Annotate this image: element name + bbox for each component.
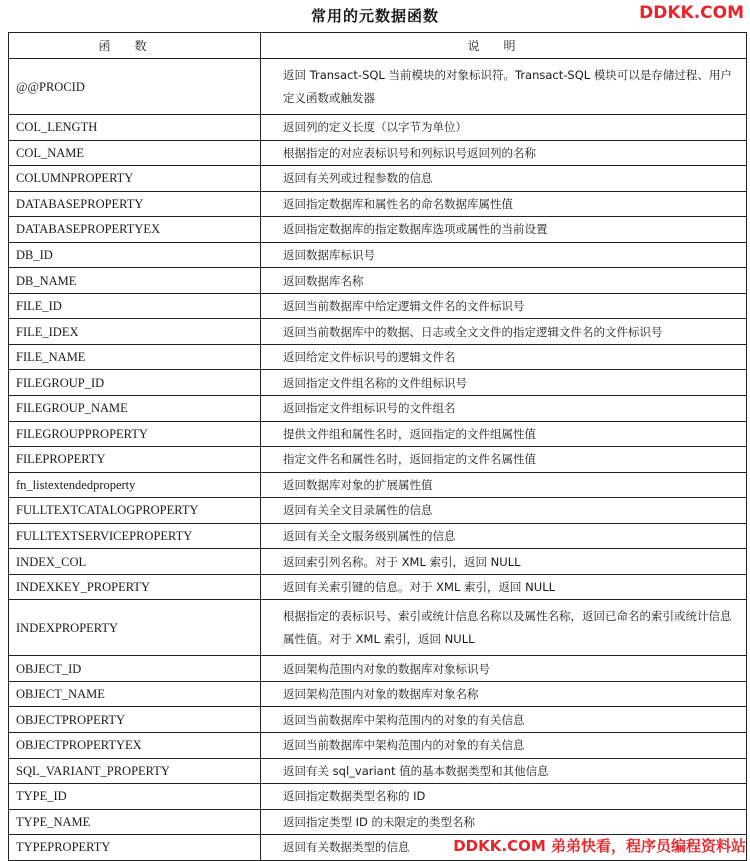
function-description-cell: 指定文件名和属性名时，返回指定的文件名属性值	[261, 447, 747, 473]
table-row	[9, 268, 747, 294]
function-description-cell: 根据指定的对应表标识号和列标识号返回列的名称	[261, 140, 747, 166]
function-description-cell: 返回有关数据类型的信息	[261, 835, 747, 861]
page-title: 常用的元数据函数	[310, 7, 439, 25]
function-description-cell: 返回指定数据库和属性名的命名数据库属性值	[261, 191, 747, 217]
header-description: 说明	[261, 33, 747, 59]
function-description-cell: 返回索引列名称。对于 XML 索引，返回 NULL	[261, 549, 747, 575]
table-row	[9, 396, 747, 422]
table-row	[9, 166, 747, 192]
function-description-cell: 根据指定的表标识号、索引或统计信息名称以及属性名称，返回已命名的索引或统计信息属性值。对于 XML 索引，返回 NULL	[261, 600, 747, 656]
table-row	[9, 600, 747, 656]
table-row	[9, 809, 747, 835]
function-name-cell: FULLTEXTCATALOGPROPERTY	[9, 498, 261, 524]
function-name-cell: DATABASEPROPERTYEX	[9, 217, 261, 243]
function-name-cell: OBJECT_NAME	[9, 681, 261, 707]
function-name-cell: FILE_IDEX	[9, 319, 261, 345]
table-row	[9, 656, 747, 682]
function-description-cell: 返回 Transact-SQL 当前模块的对象标识符。Transact-SQL 模块可以是存储过程、用户定义函数或触发器	[261, 59, 747, 115]
table-row	[9, 733, 747, 759]
table-row	[9, 293, 747, 319]
function-name-cell: OBJECTPROPERTYEX	[9, 733, 261, 759]
watermark-top: DDKK.COM	[639, 3, 744, 23]
table-row	[9, 115, 747, 141]
function-name-cell: SQL_VARIANT_PROPERTY	[9, 758, 261, 784]
function-description-cell: 返回指定文件组标识号的文件组名	[261, 396, 747, 422]
table-row	[9, 191, 747, 217]
table-row	[9, 758, 747, 784]
function-name-cell: OBJECT_ID	[9, 656, 261, 682]
function-description-cell: 返回当前数据库中架构范围内的对象的有关信息	[261, 733, 747, 759]
function-description-cell: 返回有关全文服务级别属性的信息	[261, 523, 747, 549]
table-row	[9, 242, 747, 268]
function-name-cell: TYPE_NAME	[9, 809, 261, 835]
function-name-cell: TYPE_ID	[9, 784, 261, 810]
table-row	[9, 217, 747, 243]
table-row	[9, 59, 747, 115]
table-row	[9, 319, 747, 345]
function-name-cell: COL_NAME	[9, 140, 261, 166]
function-description-cell: 返回指定类型 ID 的未限定的类型名称	[261, 809, 747, 835]
function-description-cell: 返回架构范围内对象的数据库对象名称	[261, 681, 747, 707]
function-name-cell: DB_ID	[9, 242, 261, 268]
metadata-functions-table	[8, 32, 747, 861]
table-row	[9, 140, 747, 166]
table-row	[9, 344, 747, 370]
function-description-cell: 返回数据库对象的扩展属性值	[261, 472, 747, 498]
function-name-cell: DATABASEPROPERTY	[9, 191, 261, 217]
function-name-cell: INDEX_COL	[9, 549, 261, 575]
table-row	[9, 523, 747, 549]
header-function: 函数	[9, 33, 261, 59]
table-row	[9, 574, 747, 600]
function-description-cell: 返回当前数据库中的数据、日志或全文文件的指定逻辑文件名的文件标识号	[261, 319, 747, 345]
table-row	[9, 681, 747, 707]
watermark-bottom: DDKK.COM 弟弟快看，程序员编程资料站	[453, 837, 746, 855]
function-name-cell: FILEGROUPPROPERTY	[9, 421, 261, 447]
function-description-cell: 返回有关索引键的信息。对于 XML 索引，返回 NULL	[261, 574, 747, 600]
function-name-cell: FILE_NAME	[9, 344, 261, 370]
table-row	[9, 549, 747, 575]
table-row	[9, 707, 747, 733]
function-name-cell: COL_LENGTH	[9, 115, 261, 141]
function-description-cell: 返回当前数据库中给定逻辑文件名的文件标识号	[261, 293, 747, 319]
table-row	[9, 447, 747, 473]
function-name-cell: FULLTEXTSERVICEPROPERTY	[9, 523, 261, 549]
function-description-cell: 返回指定文件组名称的文件组标识号	[261, 370, 747, 396]
function-name-cell: COLUMNPROPERTY	[9, 166, 261, 192]
table-row	[9, 498, 747, 524]
function-name-cell: FILE_ID	[9, 293, 261, 319]
table-row	[9, 784, 747, 810]
function-name-cell: OBJECTPROPERTY	[9, 707, 261, 733]
table-row	[9, 421, 747, 447]
function-name-cell: TYPEPROPERTY	[9, 835, 261, 861]
function-description-cell: 返回有关 sql_variant 值的基本数据类型和其他信息	[261, 758, 747, 784]
function-name-cell: FILEGROUP_ID	[9, 370, 261, 396]
function-description-cell: 返回有关列或过程参数的信息	[261, 166, 747, 192]
function-description-cell: 返回架构范围内对象的数据库对象标识号	[261, 656, 747, 682]
function-name-cell: @@PROCID	[9, 59, 261, 115]
function-description-cell: 返回有关全文目录属性的信息	[261, 498, 747, 524]
table-row	[9, 472, 747, 498]
function-description-cell: 提供文件组和属性名时，返回指定的文件组属性值	[261, 421, 747, 447]
function-name-cell: FILEGROUP_NAME	[9, 396, 261, 422]
table-body	[9, 59, 747, 861]
function-name-cell: FILEPROPERTY	[9, 447, 261, 473]
function-name-cell: INDEXKEY_PROPERTY	[9, 574, 261, 600]
function-description-cell: 返回给定文件标识号的逻辑文件名	[261, 344, 747, 370]
function-description-cell: 返回当前数据库中架构范围内的对象的有关信息	[261, 707, 747, 733]
function-description-cell: 返回指定数据类型名称的 ID	[261, 784, 747, 810]
table-header-row	[9, 33, 747, 59]
function-name-cell: DB_NAME	[9, 268, 261, 294]
function-description-cell: 返回数据库标识号	[261, 242, 747, 268]
function-description-cell: 返回数据库名称	[261, 268, 747, 294]
table-row	[9, 370, 747, 396]
function-description-cell: 返回列的定义长度（以字节为单位）	[261, 115, 747, 141]
function-description-cell: 返回指定数据库的指定数据库选项或属性的当前设置	[261, 217, 747, 243]
function-name-cell: fn_listextendedproperty	[9, 472, 261, 498]
function-name-cell: INDEXPROPERTY	[9, 600, 261, 656]
